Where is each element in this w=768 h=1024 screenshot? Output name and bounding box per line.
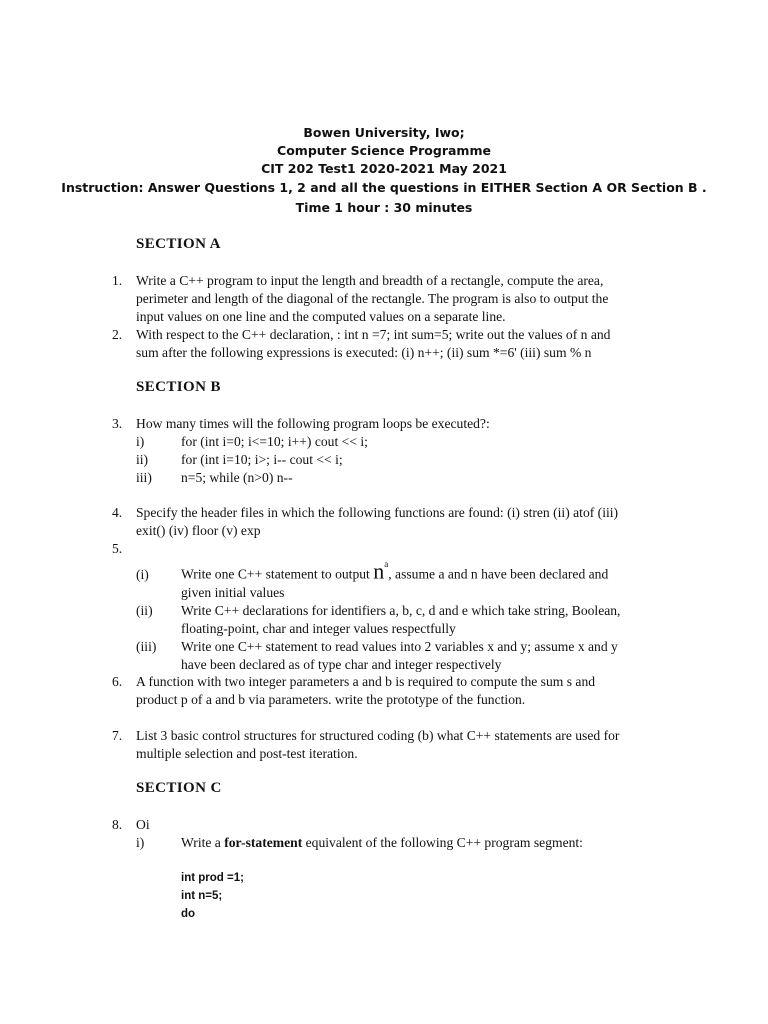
sub-text: Write C++ declarations for identifiers a, b, c, d and e which take string, Boolean, bbox=[181, 603, 621, 618]
sub-text: n=5; while (n>0) n-- bbox=[181, 470, 293, 485]
sub-text-part: Write one C++ statement to output bbox=[181, 566, 370, 582]
code-line: int prod =1; bbox=[181, 872, 244, 884]
instruction-line: Instruction: Answer Questions 1, 2 and all the questions in EITHER Section A OR Section B . bbox=[61, 180, 707, 195]
sub-label: i) bbox=[136, 434, 145, 449]
sub-text-part: equivalent of the following C++ program segment: bbox=[302, 835, 583, 850]
question-text-line: exit() (iv) floor (v) exp bbox=[136, 523, 261, 538]
math-variable: n bbox=[373, 558, 385, 584]
code-line: do bbox=[181, 908, 196, 920]
question-text-line: Specify the header files in which the following functions are found: (i) stren (ii) atof (iii) bbox=[136, 505, 619, 520]
sub-text-part: Write a bbox=[181, 835, 225, 850]
sub-text-part: , assume a and n have been declared and bbox=[388, 566, 609, 582]
section-b-heading: SECTION B bbox=[136, 379, 221, 395]
keyword-for-statement: for-statement bbox=[224, 835, 303, 850]
sub-text: floating-point, char and integer values respectfully bbox=[181, 621, 456, 636]
sub-text: for (int i=10; i>; i-- cout << i; bbox=[181, 452, 343, 467]
question-text-line: How many times will the following program loops be executed?: bbox=[136, 416, 490, 431]
section-c-heading: SECTION C bbox=[136, 780, 222, 796]
sub-label: (iii) bbox=[136, 639, 157, 654]
university-name: Bowen University, Iwo; bbox=[303, 125, 465, 140]
question-text-line: With respect to the C++ declaration, : int n =7; int sum=5; write out the values of n and bbox=[136, 327, 611, 342]
sub-text bbox=[181, 834, 678, 852]
question-number: 8. bbox=[112, 817, 123, 832]
sub-label: ii) bbox=[136, 452, 149, 467]
sub-text bbox=[181, 558, 678, 584]
question-number: 2. bbox=[112, 327, 123, 342]
question-text-line: input values on one line and the computed values on a separate line. bbox=[136, 309, 506, 324]
question-text-line: multiple selection and post-test iteration. bbox=[136, 746, 358, 761]
math-exponent: a bbox=[384, 559, 389, 569]
time-allowed: Time 1 hour : 30 minutes bbox=[295, 200, 473, 215]
question-text-line: product p of a and b via parameters. write the prototype of the function. bbox=[136, 692, 526, 707]
sub-text: have been declared as of type char and integer respectively bbox=[181, 657, 502, 672]
question-text-line: A function with two integer parameters a and b is required to compute the sum s and bbox=[136, 674, 596, 689]
sub-label: (i) bbox=[136, 567, 149, 582]
question-number: 5. bbox=[112, 541, 123, 556]
question-text-line: perimeter and length of the diagonal of the rectangle. The program is also to output the bbox=[136, 291, 609, 306]
sub-text: for (int i=0; i<=10; i++) cout << i; bbox=[181, 434, 368, 449]
question-text-line: Oi bbox=[136, 817, 150, 832]
test-title: CIT 202 Test1 2020-2021 May 2021 bbox=[261, 161, 507, 176]
question-number: 3. bbox=[112, 416, 123, 431]
code-line: int n=5; bbox=[181, 890, 223, 902]
programme-name: Computer Science Programme bbox=[277, 143, 491, 158]
sub-label: iii) bbox=[136, 470, 152, 485]
section-a-heading: SECTION A bbox=[136, 236, 221, 252]
question-text-line: sum after the following expressions is executed: (i) n++; (ii) sum *=6' (iii) sum % n bbox=[136, 345, 592, 360]
question-number: 7. bbox=[112, 728, 123, 743]
question-text-line: Write a C++ program to input the length and breadth of a rectangle, compute the area, bbox=[136, 273, 604, 288]
sub-text: given initial values bbox=[181, 585, 285, 600]
sub-text: Write one C++ statement to read values into 2 variables x and y; assume x and y bbox=[181, 639, 618, 654]
question-number: 1. bbox=[112, 273, 123, 288]
question-number: 6. bbox=[112, 674, 123, 689]
sub-label: i) bbox=[136, 835, 145, 850]
sub-label: (ii) bbox=[136, 603, 153, 618]
question-text-line: List 3 basic control structures for structured coding (b) what C++ statements are used for bbox=[136, 728, 620, 743]
question-number: 4. bbox=[112, 505, 123, 520]
